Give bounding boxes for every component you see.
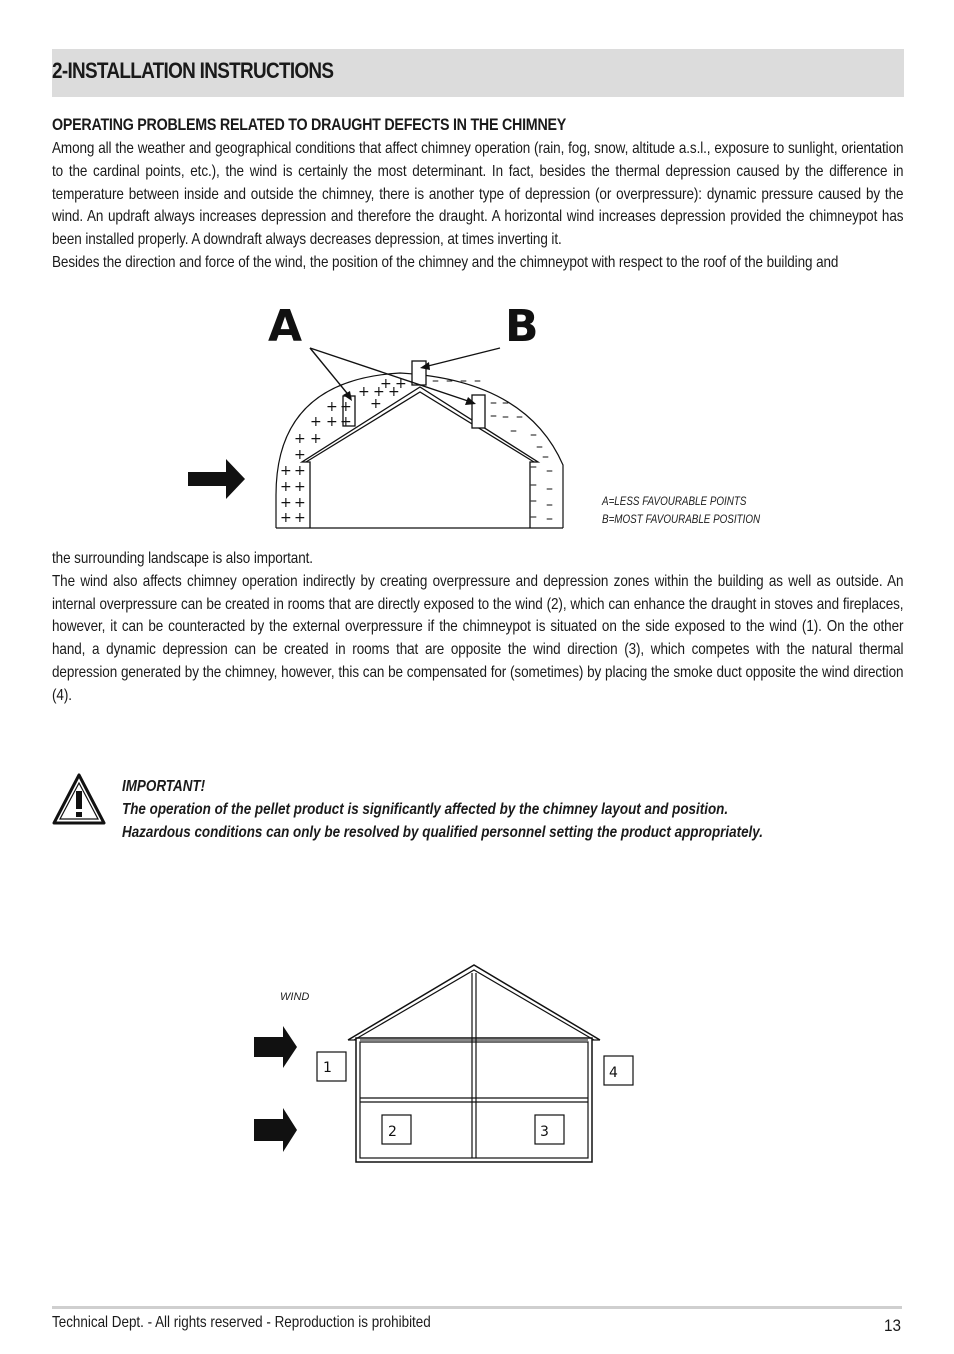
plus-sign: + (294, 463, 306, 479)
minus-sign: – (446, 373, 453, 389)
minus-sign: – (536, 439, 543, 455)
warning-line-2: Hazardous conditions can only be resolved by qualified personnel setting the product appropriately. (122, 824, 763, 841)
plus-sign: + (294, 447, 306, 463)
depression-signs (432, 373, 553, 527)
plus-sign: + (380, 376, 392, 392)
plus-sign: + (340, 399, 352, 415)
section-title: 2-INSTALLATION INSTRUCTIONS (52, 58, 334, 83)
plus-sign: + (373, 384, 385, 400)
plus-sign: + (280, 479, 292, 495)
warning-line-1: The operation of the pellet product is significantly affected by the chimney layout and position. (122, 801, 729, 818)
warning-title: IMPORTANT! (122, 778, 206, 795)
minus-sign: – (502, 395, 509, 411)
minus-sign: – (546, 497, 553, 513)
pointer-b (424, 348, 500, 367)
minus-sign: – (530, 477, 537, 493)
warning-triangle-icon (52, 772, 106, 826)
legend-b: B=MOST FAVOURABLE POSITION (602, 512, 761, 526)
footer-rule (52, 1306, 902, 1309)
plus-sign: + (340, 414, 352, 430)
minus-sign: – (460, 373, 467, 389)
minus-sign: – (546, 511, 553, 527)
plus-sign: + (280, 495, 292, 511)
plus-sign: + (358, 384, 370, 400)
chimney-ridge (412, 361, 426, 385)
box-1-label: 1 (323, 1060, 332, 1076)
minus-sign: – (432, 373, 439, 389)
minus-sign: – (474, 373, 481, 389)
minus-sign: – (530, 493, 537, 509)
minus-sign: – (530, 509, 537, 525)
plus-sign: + (326, 399, 338, 415)
chimney-right (472, 395, 485, 428)
minus-sign: – (546, 463, 553, 479)
minus-sign: – (530, 459, 537, 475)
wind-arrow-icon (188, 459, 245, 499)
paragraph-pressure-zones: The wind also affects chimney operation indirectly by creating overpressure and depression zones within the building as well as outside. An internal overpressure can be created in rooms that are directly exposed to the wind (2), which can enhance the draught in stoves and fireplaces, however, it can be counteracted by the external overpressure if the chimneypot is situated on the side exposed to the wind (1). On the other hand, a dynamic depression can be created in rooms that are opposite the wind direction (3), which competes with the natural thermal depression generated by the chimney, however, this can be compensated for (sometimes) by placing the smoke duct opposite the wind direction (4). (52, 572, 904, 704)
plus-sign: + (280, 463, 292, 479)
subheading: OPERATING PROBLEMS RELATED TO DRAUGHT DEFECTS IN THE CHIMNEY (52, 115, 567, 134)
building-roof-inner (354, 970, 594, 1040)
building-section-diagram (250, 960, 640, 1170)
plus-sign: + (280, 510, 292, 526)
plus-sign: + (326, 414, 338, 430)
footer-text: Technical Dept. - All rights reserved - Reproduction is prohibited (52, 1314, 431, 1331)
plus-sign: + (294, 431, 306, 447)
paragraph-chimney-position: Besides the direction and force of the wind, the position of the chimney and the chimneypot with respect to the roof of the building and (52, 253, 839, 271)
paragraph-intro (52, 138, 903, 275)
paragraph-wind-conditions: Among all the weather and geographical conditions that affect chimney operation (rain, fog, snow, altitude a.s.l., exposure to sunlight, orientation to the cardinal points, etc.), the wind is certainly the most determinant. In fact, besides the thermal depression caused by the difference in temperature between inside and outside the chimney, there is another type of depression (or overpressure): dynamic pressure caused by the wind. An updraft always increases depression and therefore the draught. A horizontal wind increases depression provided the chimneypot has been installed properly. A downdraft always decreases depression, at times inverting it. (52, 140, 904, 249)
wind-arrow-lower-icon (254, 1108, 297, 1152)
box-2-label: 2 (388, 1124, 397, 1140)
plus-sign: + (395, 376, 407, 392)
building-roof (348, 965, 600, 1040)
plus-sign: + (310, 431, 322, 447)
paragraph-indirect-effects (52, 548, 903, 708)
minus-sign: – (516, 409, 523, 425)
plus-sign: + (294, 510, 306, 526)
minus-sign: – (546, 481, 553, 497)
box-3-label: 3 (540, 1124, 549, 1140)
plus-sign: + (294, 479, 306, 495)
wind-arrow-upper-icon (254, 1026, 297, 1068)
pressure-zones-diagram (180, 295, 600, 535)
label-b: B (505, 301, 539, 352)
page-number: 13 (884, 1316, 902, 1335)
box-4-label: 4 (609, 1065, 618, 1081)
overpressure-signs (280, 376, 407, 526)
minus-sign: – (542, 449, 549, 465)
paragraph-landscape: the surrounding landscape is also important. (52, 550, 313, 567)
label-a: A (268, 301, 303, 352)
minus-sign: – (530, 427, 537, 443)
minus-sign: – (510, 423, 517, 439)
plus-sign: + (388, 384, 400, 400)
legend-a: A=LESS FAVOURABLE POINTS (602, 494, 747, 508)
minus-sign: – (502, 409, 509, 425)
minus-sign: – (490, 408, 497, 424)
plus-sign: + (310, 414, 322, 430)
wind-label: WIND (280, 991, 310, 1003)
plus-sign: + (370, 396, 382, 412)
warning-text (122, 775, 763, 844)
plus-sign: + (294, 495, 306, 511)
minus-sign: – (490, 395, 497, 411)
